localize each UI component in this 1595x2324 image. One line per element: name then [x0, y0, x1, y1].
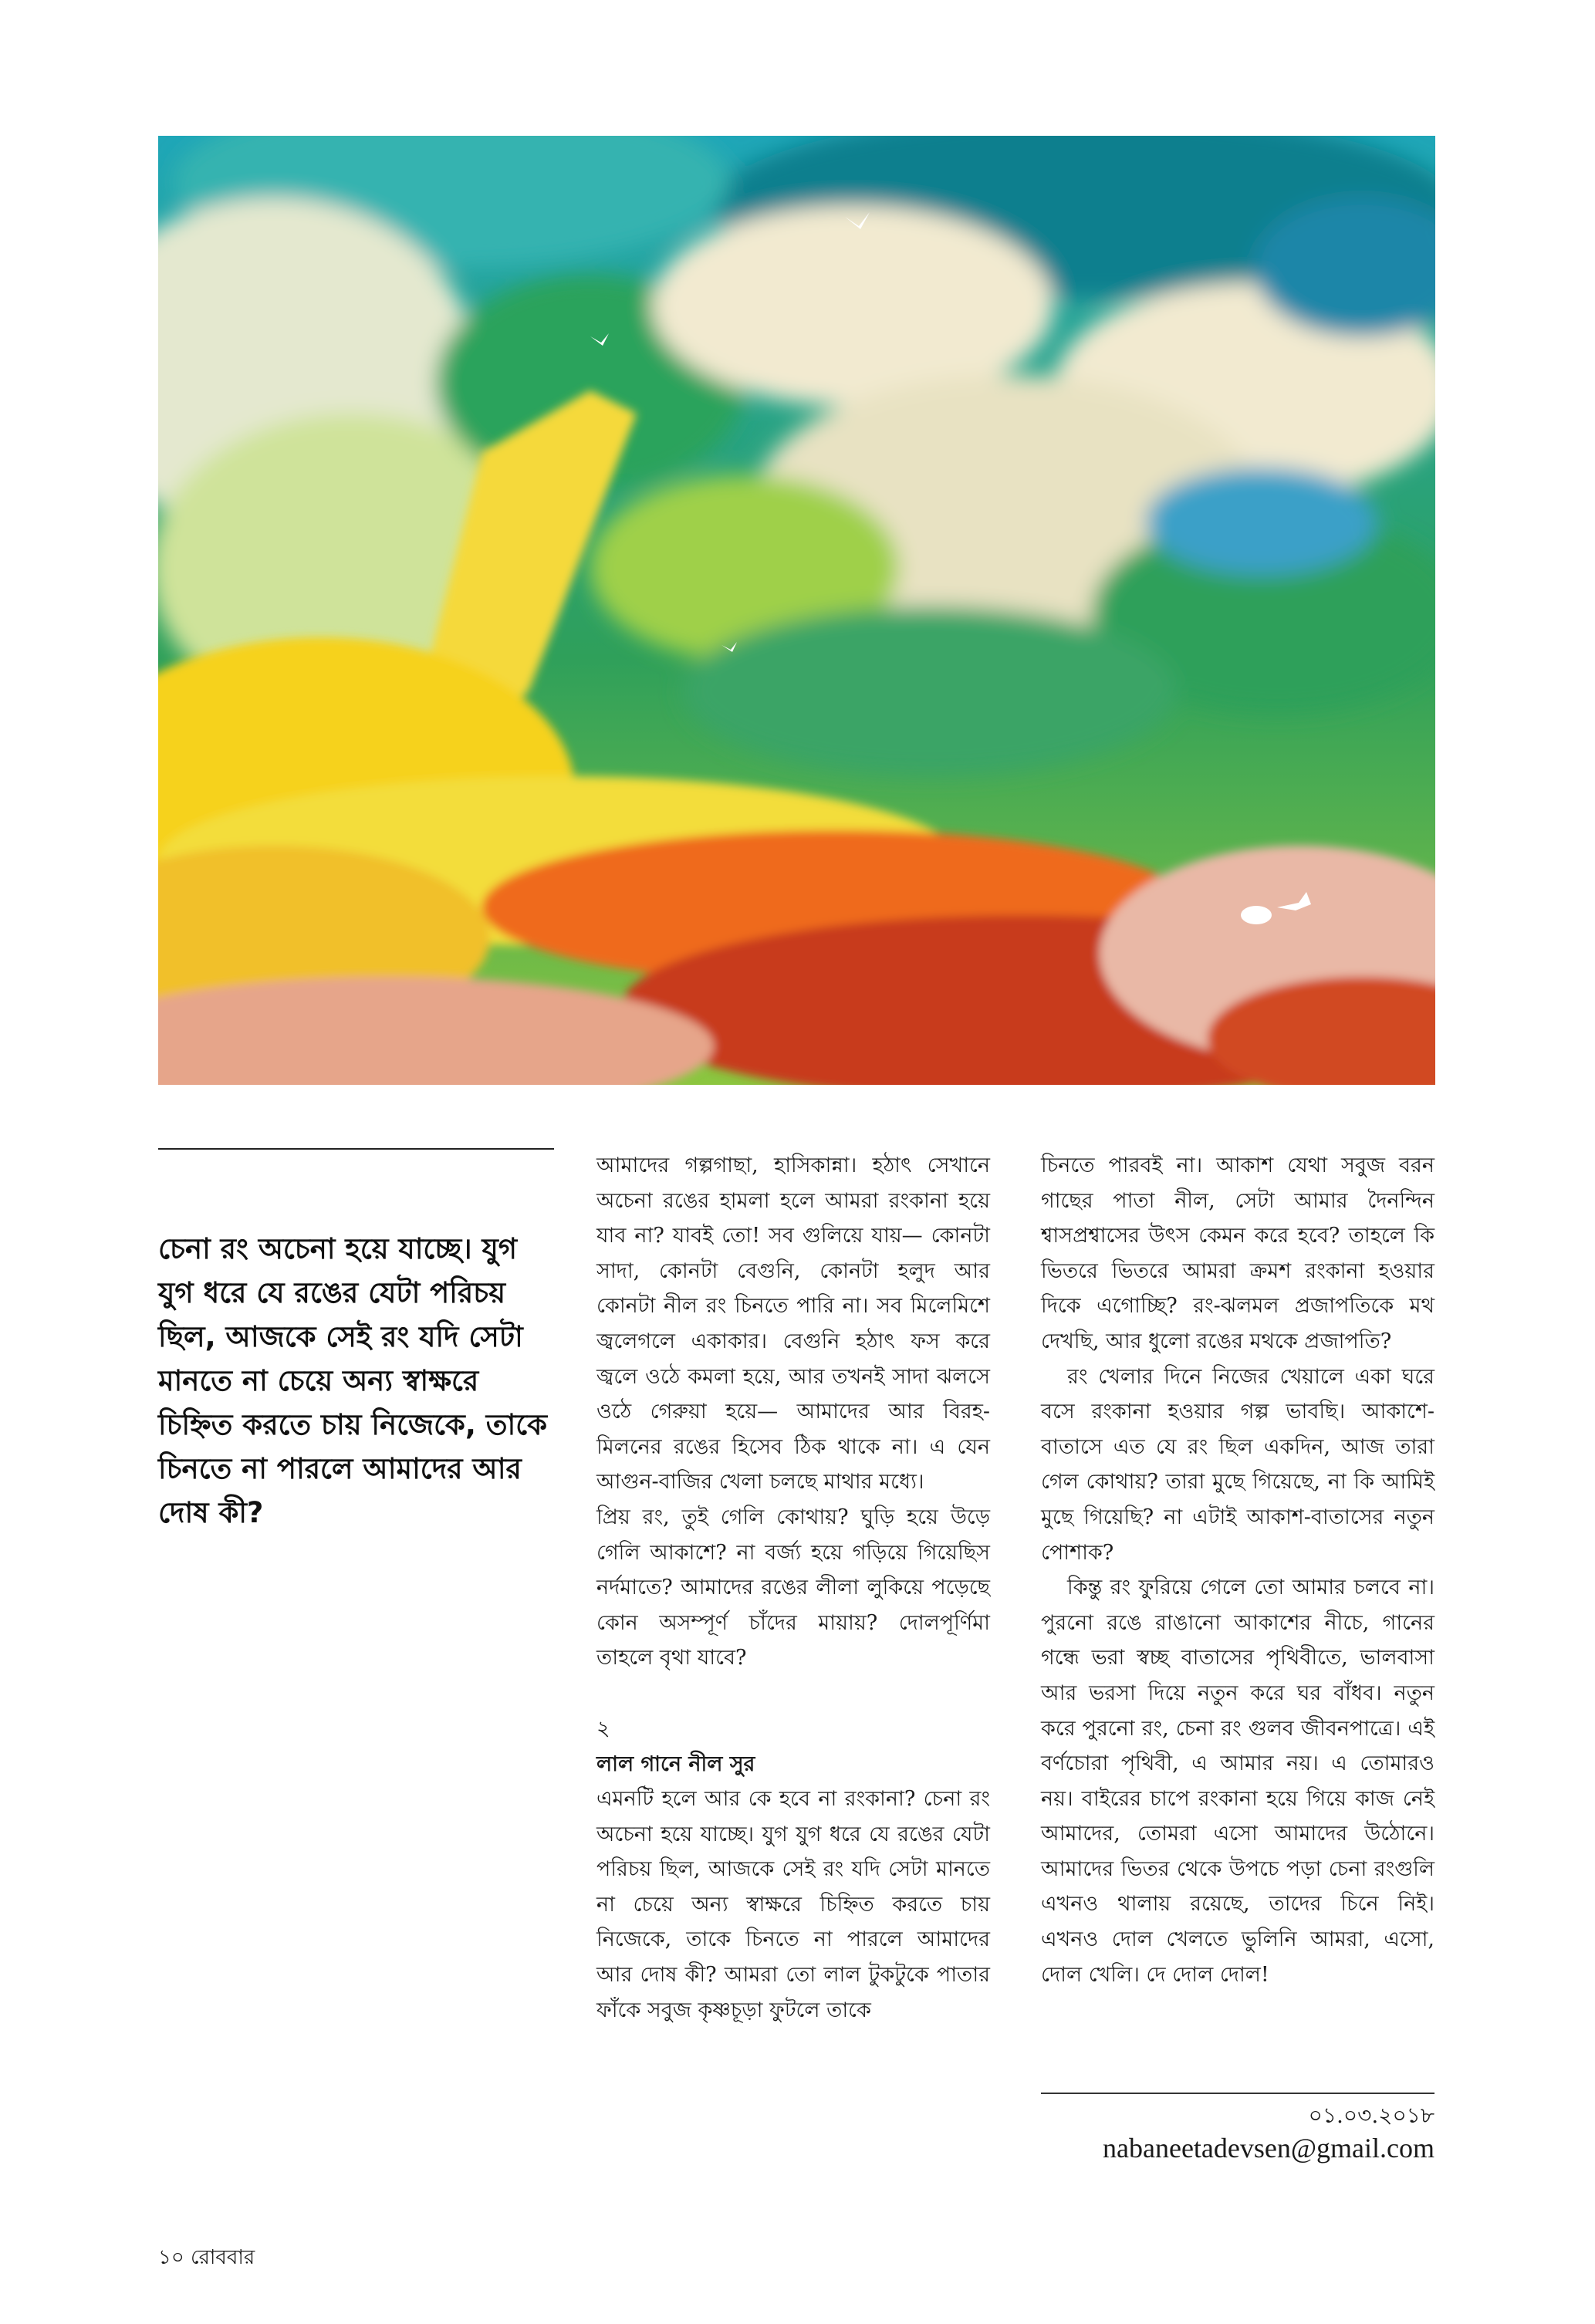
date-rule: [1041, 2093, 1434, 2094]
page-folio: ১০ রোববার: [158, 2246, 255, 2269]
section-number: ২: [596, 1716, 610, 1741]
subheading: লাল গানে নীল সুর: [596, 1751, 755, 1776]
pull-quote-rule: [158, 1148, 554, 1150]
paragraph: কিন্তু রং ফুরিয়ে গেলে তো আমার চলবে না। পুরনো রঙে রাঙানো আকাশের নীচে, গানের গন্ধে ভরা স্বচ্ছ বাতাসের পৃথিবীতে, ভালবাসা আর ভরসা দিয়ে নতুন করে ঘর বাঁধব। নতুন করে পুরনো রং, চেনা রং গুলব জীবনপাত্রে। এই বর্ণচোরা পৃথিবী, এ আমার নয়। এ তোমারও নয়। বাইরের চাপে রংকানা হয়ে গিয়ে কাজ নেই আমাদের, তোমরা এসো আমাদের উঠোনে। আমাদের ভিতর থেকে উপচে পড়া চেনা রংগুলি এখনও থালায় রয়েছে, তাদের চিনে নিই। এখনও দোল খেলতে ভুলিনি আমরা, এসো, দোল খেলি। দে দোল দোল!: [1041, 1576, 1434, 1987]
article-column-3: [1041, 1148, 1434, 1992]
watercolor-sky-icon: [158, 136, 1435, 1085]
paragraph: চিনতে পারবই না। আকাশ যেথা সবুজ বরন গাছের পাতা নীল, সেটা আমার দৈনন্দিন শ্বাসপ্রশ্বাসের উৎস কেমন করে হবে? তাহলে কি ভিতরে ভিতরে আমরা ক্রমশ রংকানা হওয়ার দিকে এগোচ্ছি? রং-ঝলমল প্রজাপতিকে মথ দেখছি, আর ধুলো রঙের মথকে প্রজাপতি?: [1041, 1154, 1434, 1353]
article-date: ০১.০৩.২০১৮: [1308, 2103, 1434, 2128]
cover-illustration: [158, 136, 1435, 1085]
paragraph: রং খেলার দিনে নিজের খেয়ালে একা ঘরে বসে রংকানা হওয়ার গল্প ভাবছি। আকাশে-বাতাসে এত যে রং ছিল একদিন, আজ তারা গেল কোথায়? তারা মুছে গিয়েছে, না কি আমিই মুছে গিয়েছি? না এটাই আকাশ-বাতাসের নতুন পোশাক?: [1041, 1364, 1434, 1565]
paragraph: আমাদের গল্পগাছা, হাসিকান্না। হঠাৎ সেখানে অচেনা রঙের হামলা হলে আমরা রংকানা হয়ে যাব না? যাবই তো! সব গুলিয়ে যায়— কোনটা সাদা, কোনটা বেগুনি, কোনটা হলুদ আর কোনটা নীল রং চিনতে পারি না। সব মিলেমিশে জ্বলেগলে একাকার। বেগুনি হঠাৎ ফস করে জ্বলে ওঠে কমলা হয়ে, আর তখনই সাদা ঝলসে ওঠে গেরুয়া হয়ে— আমাদের আর বিরহ-মিলনের রঙের হিসেব ঠিক থাকে না। এ যেন আগুন-বাজির খেলা চলছে মাথার মধ্যে।: [596, 1154, 990, 1495]
paragraph: প্রিয় রং, তুই গেলি কোথায়? ঘুড়ি হয়ে উড়ে গেলি আকাশে? না বর্জ্য হয়ে গড়িয়ে গিয়েছিস নর্দমাতে? আমাদের রঙের লীলা লুকিয়ে পড়েছে কোন অসম্পূর্ণ চাঁদের মায়ায়? দোলপূর্ণিমা তাহলে বৃথা যাবে?: [596, 1505, 990, 1670]
author-email[interactable]: nabaneetadevsen@gmail.com: [1103, 2133, 1434, 2164]
pull-quote: চেনা রং অচেনা হয়ে যাচ্ছে। যুগ যুগ ধরে যে রঙের যেটা পরিচয় ছিল, আজকে সেই রং যদি সেটা মানতে না চেয়ে অন্য স্বাক্ষরে চিহ্নিত করতে চায় নিজেকে, তাকে চিনতে না পারলে আমাদের আর দোষ কী?: [158, 1232, 548, 1529]
article-column-2: [596, 1148, 990, 2028]
paragraph: এমনটি হলে আর কে হবে না রংকানা? চেনা রং অচেনা হয়ে যাচ্ছে। যুগ যুগ ধরে যে রঙের যেটা পরিচয় ছিল, আজকে সেই রং যদি সেটা মানতে না চেয়ে অন্য স্বাক্ষরে চিহ্নিত করতে চায় নিজেকে, তাকে চিনতে না পারলে আমাদের আর দোষ কী? আমরা তো লাল টুকটুকে পাতার ফাঁকে সবুজ কৃষ্ণচূড়া ফুটলে তাকে: [596, 1787, 990, 2022]
